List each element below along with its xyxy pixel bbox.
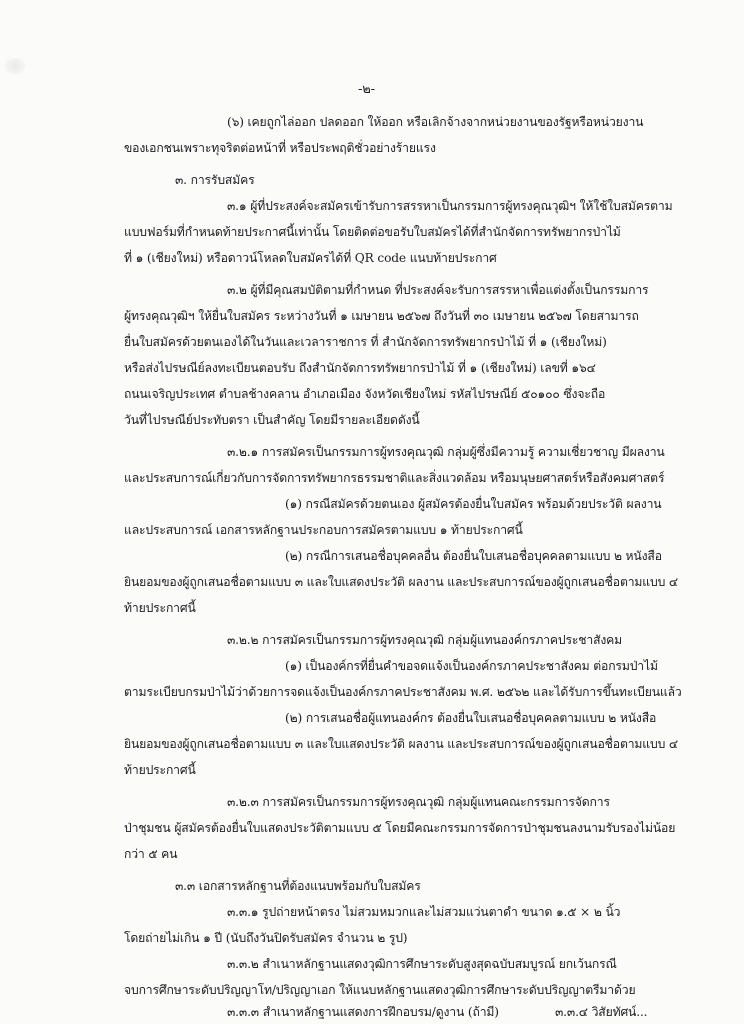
paragraph-line: ที่ ๑ (เชียงใหม่) หรือดาวน์โหลดใบสมัครได้ที่ QR code แนบท้ายประกาศ [124,251,497,265]
section-heading: ๓. การรับสมัคร [175,173,255,187]
paragraph-line: ท้ายประกาศนี้ [124,763,196,777]
paragraph-line: กว่า ๕ คน [124,847,178,861]
subsection-heading: ๓.๒.๓ การสมัครเป็นกรรมการผู้ทรงคุณวุฒิ กลุ่มผู้แทนคณะกรรมการจัดการ [227,795,610,809]
paragraph-line: ๓.๒ ผู้ที่มีคุณสมบัติตามที่กำหนด ที่ประสงค์จะรับการสรรหาเพื่อแต่งตั้งเป็นกรรมการ [227,283,649,297]
paragraph-line: (๑) เป็นองค์กรที่ยื่นคำขอจดแจ้งเป็นองค์กรภาคประชาสังคม ต่อกรมป่าไม้ [285,659,658,673]
page-number: -๒- [358,82,375,97]
paragraph-line: ๓.๓.๑ รูปถ่ายหน้าตรง ไม่สวมหมวกและไม่สวมแว่นตาดำ ขนาด ๑.๕ × ๒ นิ้ว [227,905,621,919]
paragraph-line: (๖) เคยถูกไล่ออก ปลดออก ให้ออก หรือเลิกจ้างจากหน่วยงานของรัฐหรือหน่วยงาน [227,115,644,129]
subsection-heading: ๓.๒.๑ การสมัครเป็นกรรมการผู้ทรงคุณวุฒิ กลุ่มผู้ซึ่งมีความรู้ ความเชี่ยวชาญ มีผลงาน [227,445,665,459]
paragraph-line: ๓.๓.๓ สำเนาหลักฐานแสดงการฝึกอบรม/ดูงาน (ถ้ามี) [227,1005,499,1019]
paragraph-line: (๒) การเสนอชื่อผู้แทนองค์กร ต้องยื่นใบเสนอชื่อบุคคลตามแบบ ๒ หนังสือ [285,711,657,725]
paragraph-line: (๑) กรณีสมัครด้วยตนเอง ผู้สมัครต้องยื่นใบสมัคร พร้อมด้วยประวัติ ผลงาน [285,497,662,511]
paragraph-line: จบการศึกษาระดับปริญญาโท/ปริญญาเอก ให้แนบหลักฐานแสดงวุฒิการศึกษาระดับปริญญาตรีมาด้วย [124,983,636,997]
paragraph-line: ตามระเบียบกรมป่าไม้ว่าด้วยการจดแจ้งเป็นองค์กรภาคประชาสังคม พ.ศ. ๒๕๖๒ และได้รับการขึ้นทะเบียนแล้ว [124,685,682,699]
paragraph-line: (๒) กรณีการเสนอชื่อบุคคลอื่น ต้องยื่นใบเสนอชื่อบุคคลตามแบบ ๒ หนังสือ [285,549,662,563]
scan-smudge [4,58,26,74]
section-heading: ๓.๓ เอกสารหลักฐานที่ต้องแนบพร้อมกับใบสมัคร [175,879,421,893]
continuation-note: ๓.๓.๔ วิสัยทัศน์... [555,1005,648,1019]
paragraph-line: โดยถ่ายไม่เกิน ๑ ปี (นับถึงวันปิดรับสมัคร จำนวน ๒ รูป) [124,931,408,945]
paragraph-line: ท้ายประกาศนี้ [124,601,196,615]
paragraph-line: วันที่ไปรษณีย์ประทับตรา เป็นสำคัญ โดยมีรายละเอียดดังนี้ [124,413,420,427]
paragraph-line: ผู้ทรงคุณวุฒิฯ ให้ยื่นใบสมัคร ระหว่างวันที่ ๑ เมษายน ๒๕๖๗ ถึงวันที่ ๓๐ เมษายน ๒๕๖๗ โดยสามารถ [124,309,639,323]
paragraph-line: แบบฟอร์มที่กำหนดท้ายประกาศนี้เท่านั้น โดยติดต่อขอรับใบสมัครได้ที่สำนักจัดการทรัพยากรป่าไม้ [124,225,621,239]
paragraph-line: ๓.๑ ผู้ที่ประสงค์จะสมัครเข้ารับการสรรหาเป็นกรรมการผู้ทรงคุณวุฒิฯ ให้ใช้ใบสมัครตาม [227,199,673,213]
subsection-heading: ๓.๒.๒ การสมัครเป็นกรรมการผู้ทรงคุณวุฒิ กลุ่มผู้แทนองค์กรภาคประชาสังคม [227,633,623,647]
paragraph-line: ยื่นใบสมัครด้วยตนเองได้ในวันและเวลาราชการ ที่ สำนักจัดการทรัพยากรป่าไม้ ที่ ๑ (เชียงใหม่) [124,335,607,349]
paragraph-line: ๓.๓.๒ สำเนาหลักฐานแสดงวุฒิการศึกษาระดับสูงสุดฉบับสมบูรณ์ ยกเว้นกรณี [227,957,617,971]
paragraph-line: ยินยอมของผู้ถูกเสนอชื่อตามแบบ ๓ และใบแสดงประวัติ ผลงาน และประสบการณ์ของผู้ถูกเสนอชื่อตามแบบ ๔ [124,575,678,589]
paragraph-line: ยินยอมของผู้ถูกเสนอชื่อตามแบบ ๓ และใบแสดงประวัติ ผลงาน และประสบการณ์ของผู้ถูกเสนอชื่อตามแบบ ๔ [124,737,678,751]
paragraph-line: ป่าชุมชน ผู้สมัครต้องยื่นใบแสดงประวัติตามแบบ ๕ โดยมีคณะกรรมการจัดการป่าชุมชนลงนามรับรองไม่น้อย [124,821,676,835]
paragraph-line: และประสบการณ์เกี่ยวกับการจัดการทรัพยากรธรรมชาติและสิ่งแวดล้อม หรือมนุษยศาสตร์หรือสังคมศาสตร์ [124,471,665,485]
paragraph-line: หรือส่งไปรษณีย์ลงทะเบียนตอบรับ ถึงสำนักจัดการทรัพยากรป่าไม้ ที่ ๑ (เชียงใหม่) เลขที่ ๑๖๔ [124,361,596,375]
paragraph-line: ถนนเจริญประเทศ ตำบลช้างคลาน อำเภอเมือง จังหวัดเชียงใหม่ รหัสไปรษณีย์ ๕๐๑๐๐ ซึ่งจะถือ [124,387,606,401]
paragraph-line: และประสบการณ์ เอกสารหลักฐานประกอบการสมัครตามแบบ ๑ ท้ายประกาศนี้ [124,523,523,537]
paragraph-line: ของเอกชนเพราะทุจริตต่อหน้าที่ หรือประพฤติชั่วอย่างร้ายแรง [124,141,436,155]
